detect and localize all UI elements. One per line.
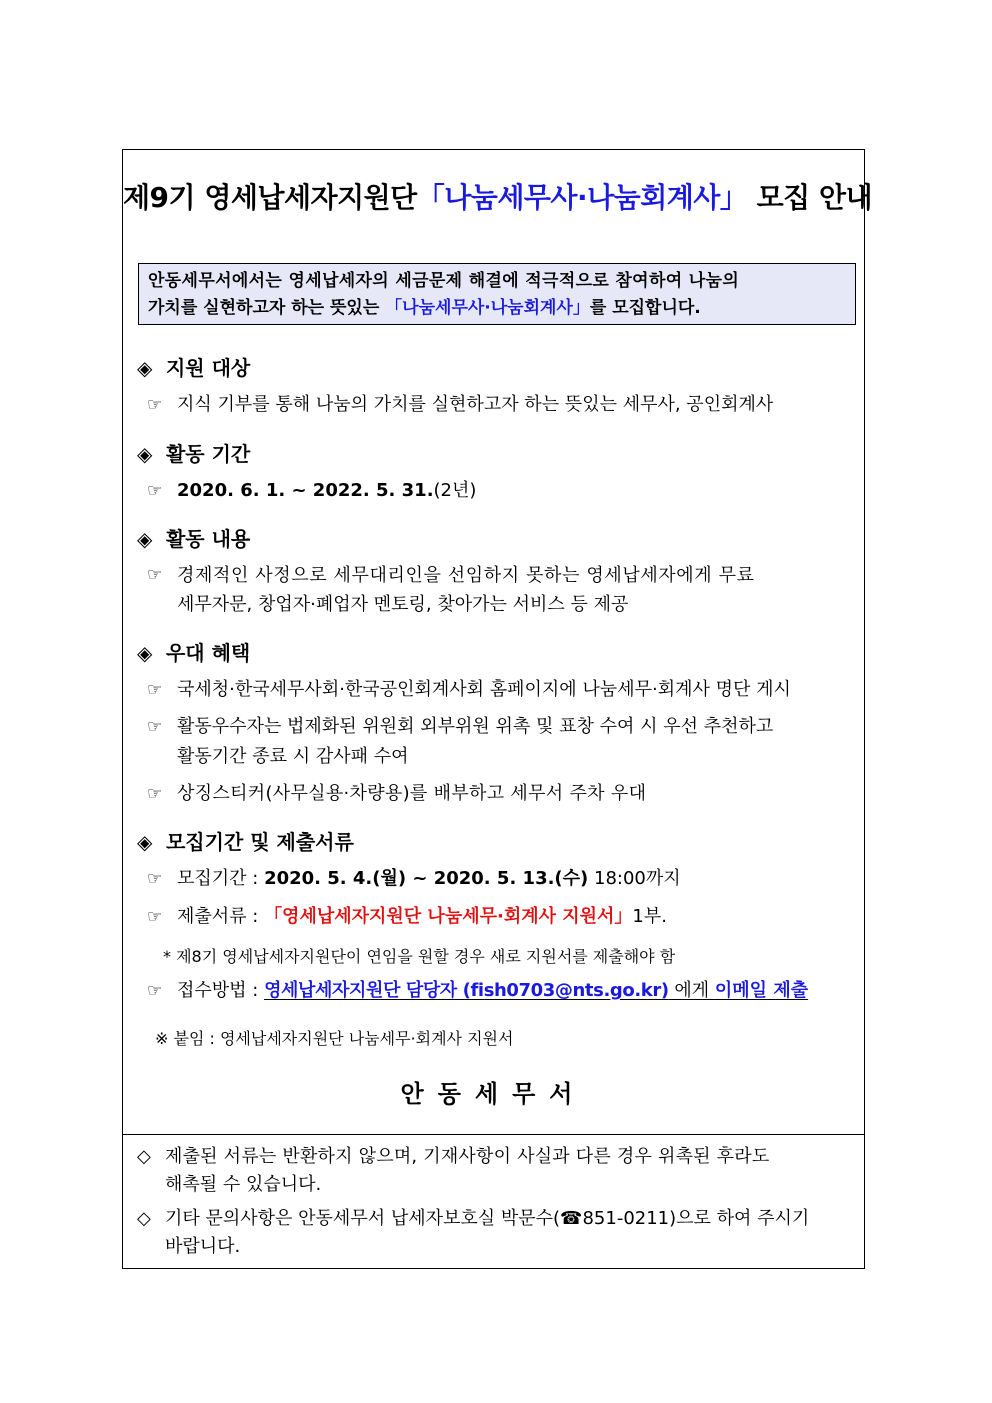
title-suffix: 모집 안내 [747, 181, 873, 214]
diamond-icon: ◈ [137, 641, 153, 665]
recruit-period-item [147, 864, 852, 894]
organization-name: 안동세무서 [400, 1080, 587, 1108]
period-duration: (2년) [433, 480, 477, 501]
hollow-diamond-icon: ◇ [137, 1146, 151, 1167]
pointing-hand-icon: ☞ [147, 395, 163, 415]
intro-line-2 [148, 295, 846, 322]
benefit-item-1 [147, 675, 852, 705]
title-prefix: 제9기 영세납세자지원단 [123, 181, 417, 214]
pointing-hand-icon: ☞ [147, 680, 163, 700]
title-highlight: 나눔세무사·나눔회계사 [444, 181, 720, 214]
title-open-bracket: 「 [416, 181, 445, 214]
section-target-title: 지원 대상 [165, 356, 251, 380]
pointing-hand-icon: ☞ [147, 869, 163, 889]
recruit-method-item [147, 976, 852, 1006]
intro-highlight: 「나눔세무사·나눔회계사」 [385, 298, 590, 318]
diamond-icon: ◈ [137, 442, 153, 466]
benefit-item-2 [147, 712, 852, 771]
section-benefits-heading [137, 637, 250, 666]
section-content-heading [137, 523, 250, 552]
intro-line-1: 안동세무서에서는 영세납세자의 세금문제 해결에 적극적으로 참여하여 나눔의 [148, 271, 740, 291]
recruit-period-label: 모집기간 : [177, 868, 265, 889]
intro-box [138, 263, 856, 325]
pointing-hand-icon: ☞ [147, 907, 163, 927]
benefit-2-line-1: 활동우수자는 법제화된 위원회 외부위원 위촉 및 표창 수여 시 우선 추천하고 [177, 716, 774, 737]
pointing-hand-icon: ☞ [147, 565, 163, 585]
section-target-heading [137, 352, 250, 381]
recruit-method-mid: 에게 [668, 980, 715, 1001]
recruit-period-dates: 2020. 5. 4.(월) ~ 2020. 5. 13.(수) [264, 868, 589, 889]
footer-note-2 [137, 1205, 853, 1261]
footer-note-1-line-2: 해촉될 수 있습니다. [165, 1174, 322, 1195]
section-period-title: 활동 기간 [165, 442, 251, 466]
footer-note-1 [137, 1143, 853, 1199]
section-benefits-title: 우대 혜택 [165, 641, 251, 665]
period-dates: 2020. 6. 1. ~ 2022. 5. 31. [177, 480, 434, 501]
target-item [147, 390, 852, 420]
recruit-docs-item [147, 902, 852, 932]
content-line-2: 세무자문, 창업자·폐업자 멘토링, 찾아가는 서비스 등 제공 [177, 594, 629, 615]
footer-note-2-line-1: 기타 문의사항은 안동세무서 납세자보호실 박문수(☎851-0211)으로 하여 주시기 [165, 1208, 810, 1229]
diamond-icon: ◈ [137, 527, 153, 551]
title-close-bracket: 」 [719, 181, 748, 214]
section-recruit-title: 모집기간 및 제출서류 [165, 830, 354, 854]
hollow-diamond-icon: ◇ [137, 1208, 151, 1229]
pointing-hand-icon: ☞ [147, 981, 163, 1001]
section-period-heading [137, 438, 250, 467]
page-title [123, 176, 873, 216]
intro-line-2-text: 가치를 실현하고자 하는 뜻있는 [148, 298, 386, 318]
benefit-2-line-2: 활동기간 종료 시 감사패 수여 [177, 746, 409, 767]
benefit-3-text: 상징스티커(사무실용·차량용)를 배부하고 세무서 주차 우대 [177, 783, 647, 804]
pointing-hand-icon: ☞ [147, 784, 163, 804]
content-line-1: 경제적인 사정으로 세무대리인을 선임하지 못하는 영세납세자에게 무료 [177, 565, 755, 586]
pointing-hand-icon: ☞ [147, 717, 163, 737]
attachment-note: ※ 붙임 : 영세납세자지원단 나눔세무·회계사 지원서 [155, 1029, 514, 1048]
section-recruit-heading [137, 826, 354, 855]
footer-note-2-line-2: 바랍니다. [165, 1236, 241, 1257]
footer-divider [123, 1134, 864, 1135]
benefit-item-3 [147, 779, 852, 809]
recruit-period-deadline: 18:00까지 [588, 868, 681, 889]
benefit-1-text: 국세청·한국세무사회·한국공인회계사회 홈페이지에 나눔세무·회계사 명단 게시 [177, 679, 791, 700]
recruit-docs-label: 제출서류 : [177, 906, 265, 927]
content-item [147, 561, 852, 619]
recruit-method-label: 접수방법 : [177, 980, 265, 1001]
period-item [147, 476, 852, 506]
recruit-docs-count: 1부. [632, 906, 667, 927]
email-submit-text: 이메일 제출 [714, 980, 809, 1001]
section-content-title: 활동 내용 [165, 527, 251, 551]
contact-email-link[interactable]: 영세납세자지원단 담당자 (fish0703@nts.go.kr) [264, 980, 669, 1001]
footer-note-1-line-1: 제출된 서류는 반환하지 않으며, 기재사항이 사실과 다른 경우 위촉된 후라도 [165, 1146, 770, 1167]
pointing-hand-icon: ☞ [147, 481, 163, 501]
diamond-icon: ◈ [137, 356, 153, 380]
intro-line-2-end: 를 모집합니다. [589, 298, 701, 318]
notice-frame [122, 149, 873, 1269]
reappointment-note: * 제8기 영세납세자지원단이 연임을 원할 경우 새로 지원서를 제출해야 함 [163, 947, 676, 966]
target-item-text: 지식 기부를 통해 나눔의 가치를 실현하고자 하는 뜻있는 세무사, 공인회계사 [177, 394, 774, 415]
diamond-icon: ◈ [137, 830, 153, 854]
recruit-docs-form: 「영세납세자지원단 나눔세무·회계사 지원서」 [264, 906, 633, 927]
